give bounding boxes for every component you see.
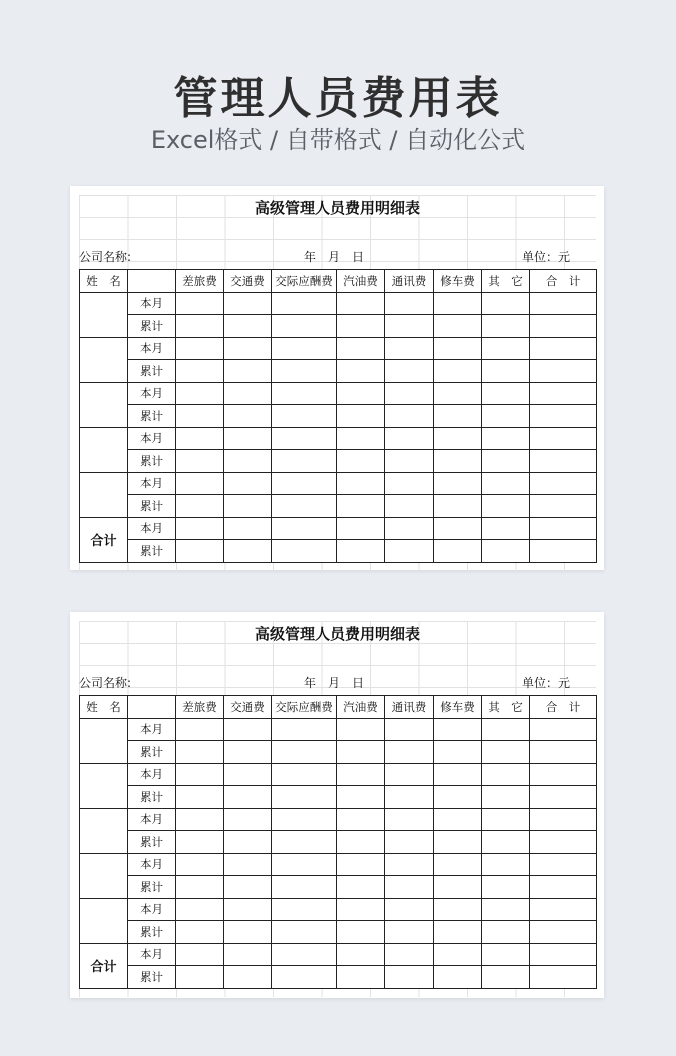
period-cell: 本月: [128, 853, 176, 876]
table-cell[interactable]: [385, 741, 434, 764]
table-cell[interactable]: [272, 337, 337, 360]
table-cell[interactable]: [385, 315, 434, 338]
table-cell[interactable]: [224, 898, 272, 921]
table-cell[interactable]: [434, 876, 482, 899]
col-travel-header: 差旅费: [176, 270, 224, 293]
col-transport-header: 交通费: [224, 270, 272, 293]
table-cell[interactable]: [530, 741, 597, 764]
table-row: [80, 898, 597, 921]
period-cell: 本月: [128, 808, 176, 831]
banner-title: 管理人员费用表: [173, 73, 503, 124]
total-row: [80, 966, 597, 989]
table-row: [80, 786, 597, 809]
table-cell[interactable]: [385, 337, 434, 360]
table-cell[interactable]: [337, 517, 385, 540]
table-cell[interactable]: [224, 786, 272, 809]
period-cell: 本月: [128, 292, 176, 315]
col-period-header: [128, 270, 176, 293]
table-cell[interactable]: [176, 472, 224, 495]
table-cell[interactable]: [434, 853, 482, 876]
total-row: [80, 517, 597, 540]
table-cell[interactable]: [272, 360, 337, 383]
table-row: [80, 405, 597, 428]
table-cell[interactable]: [272, 876, 337, 899]
table-cell[interactable]: [176, 292, 224, 315]
table-cell[interactable]: [176, 315, 224, 338]
table-cell[interactable]: [385, 427, 434, 450]
table-cell[interactable]: [434, 292, 482, 315]
table-cell[interactable]: [530, 966, 597, 989]
table-cell[interactable]: [482, 337, 530, 360]
table-cell[interactable]: [224, 495, 272, 518]
table-row: [80, 831, 597, 854]
table-cell[interactable]: [272, 898, 337, 921]
name-cell[interactable]: [80, 382, 128, 427]
table-cell[interactable]: [434, 763, 482, 786]
table-cell[interactable]: [530, 718, 597, 741]
table-cell[interactable]: [385, 898, 434, 921]
table-cell[interactable]: [385, 360, 434, 383]
col-total-header: 合 计: [530, 696, 597, 719]
period-cell: 累计: [128, 876, 176, 899]
table-cell[interactable]: [224, 450, 272, 473]
period-cell: 累计: [128, 966, 176, 989]
table-cell[interactable]: [272, 966, 337, 989]
table-cell[interactable]: [272, 517, 337, 540]
col-travel-header: 差旅费: [176, 696, 224, 719]
period-cell: 累计: [128, 741, 176, 764]
period-cell: 本月: [128, 943, 176, 966]
table-cell[interactable]: [482, 966, 530, 989]
table-cell[interactable]: [434, 382, 482, 405]
total-label: 合计: [80, 517, 128, 562]
table-cell[interactable]: [224, 763, 272, 786]
table-cell[interactable]: [434, 741, 482, 764]
sheet-footer-grid: [79, 563, 596, 571]
table-cell[interactable]: [434, 337, 482, 360]
table-cell[interactable]: [385, 876, 434, 899]
table-row: [80, 718, 597, 741]
table-cell[interactable]: [337, 898, 385, 921]
table-cell[interactable]: [337, 831, 385, 854]
table-cell[interactable]: [176, 943, 224, 966]
table-cell[interactable]: [337, 921, 385, 944]
table-cell[interactable]: [337, 337, 385, 360]
table-cell[interactable]: [482, 831, 530, 854]
name-cell[interactable]: [80, 472, 128, 517]
table-cell[interactable]: [530, 943, 597, 966]
table-cell[interactable]: [272, 450, 337, 473]
table-cell[interactable]: [482, 943, 530, 966]
col-repair-header: 修车费: [434, 270, 482, 293]
table-cell[interactable]: [176, 786, 224, 809]
table-cell[interactable]: [224, 831, 272, 854]
table-cell[interactable]: [385, 763, 434, 786]
header-row: [80, 270, 597, 293]
table-cell[interactable]: [224, 966, 272, 989]
col-period-header: [128, 696, 176, 719]
table-cell[interactable]: [224, 405, 272, 428]
table-cell[interactable]: [434, 495, 482, 518]
table-cell[interactable]: [530, 540, 597, 563]
table-cell[interactable]: [337, 540, 385, 563]
table-cell[interactable]: [385, 808, 434, 831]
table-cell[interactable]: [272, 741, 337, 764]
table-cell[interactable]: [272, 831, 337, 854]
period-cell: 累计: [128, 450, 176, 473]
col-other-header: 其 它: [482, 696, 530, 719]
table-row: [80, 808, 597, 831]
expense-table: [79, 269, 597, 563]
table-cell[interactable]: [385, 382, 434, 405]
table-cell[interactable]: [224, 741, 272, 764]
name-cell[interactable]: [80, 853, 128, 898]
table-cell[interactable]: [530, 921, 597, 944]
period-cell: 累计: [128, 921, 176, 944]
sheet-header-grid: [79, 621, 596, 695]
period-cell: 本月: [128, 898, 176, 921]
col-transport-header: 交通费: [224, 696, 272, 719]
sheet-preview-2: [70, 612, 604, 998]
col-telecom-header: 通讯费: [385, 696, 434, 719]
table-row: [80, 921, 597, 944]
table-cell[interactable]: [337, 382, 385, 405]
sheet-footer-grid: [79, 989, 596, 997]
table-row: [80, 853, 597, 876]
table-cell[interactable]: [337, 853, 385, 876]
table-cell[interactable]: [385, 472, 434, 495]
table-row: [80, 495, 597, 518]
table-cell[interactable]: [530, 517, 597, 540]
table-cell[interactable]: [176, 495, 224, 518]
name-cell[interactable]: [80, 292, 128, 337]
period-cell: 本月: [128, 382, 176, 405]
table-cell[interactable]: [482, 382, 530, 405]
table-cell[interactable]: [434, 898, 482, 921]
table-cell[interactable]: [337, 427, 385, 450]
table-cell[interactable]: [434, 405, 482, 428]
table-cell[interactable]: [385, 292, 434, 315]
table-cell[interactable]: [176, 853, 224, 876]
table-cell[interactable]: [272, 472, 337, 495]
table-cell[interactable]: [530, 898, 597, 921]
table-cell[interactable]: [482, 450, 530, 473]
table-cell[interactable]: [224, 337, 272, 360]
sheet-header-grid: [79, 195, 596, 269]
table-cell[interactable]: [530, 786, 597, 809]
table-cell[interactable]: [176, 966, 224, 989]
table-cell[interactable]: [482, 718, 530, 741]
unit-label: 单位：元: [521, 676, 570, 690]
name-cell[interactable]: [80, 898, 128, 943]
period-cell: 本月: [128, 517, 176, 540]
table-cell[interactable]: [224, 517, 272, 540]
table-cell[interactable]: [482, 495, 530, 518]
table-cell[interactable]: [530, 337, 597, 360]
sheet-title: 高级管理人员费用明细表: [254, 625, 420, 643]
table-row: [80, 337, 597, 360]
table-row: [80, 741, 597, 764]
table-cell[interactable]: [337, 450, 385, 473]
col-fuel-header: 汽油费: [337, 270, 385, 293]
table-cell[interactable]: [337, 808, 385, 831]
table-cell[interactable]: [434, 943, 482, 966]
table-cell[interactable]: [530, 472, 597, 495]
col-total-header: 合 计: [530, 270, 597, 293]
table-cell[interactable]: [482, 808, 530, 831]
sheet-preview-1: [70, 186, 604, 570]
table-cell[interactable]: [482, 472, 530, 495]
table-cell[interactable]: [272, 495, 337, 518]
table-cell[interactable]: [272, 786, 337, 809]
table-cell[interactable]: [434, 921, 482, 944]
table-cell[interactable]: [434, 450, 482, 473]
table-cell[interactable]: [272, 315, 337, 338]
table-cell[interactable]: [337, 718, 385, 741]
table-cell[interactable]: [530, 360, 597, 383]
date-label: 年 月 日: [304, 250, 365, 264]
table-cell[interactable]: [176, 808, 224, 831]
table-cell[interactable]: [434, 786, 482, 809]
table-cell[interactable]: [530, 292, 597, 315]
table-cell[interactable]: [224, 315, 272, 338]
name-cell[interactable]: [80, 718, 128, 763]
period-cell: 本月: [128, 337, 176, 360]
total-label: 合计: [80, 943, 128, 988]
table-row: [80, 382, 597, 405]
table-cell[interactable]: [337, 315, 385, 338]
header-row: [80, 696, 597, 719]
total-row: [80, 943, 597, 966]
period-cell: 累计: [128, 540, 176, 563]
table-cell[interactable]: [385, 517, 434, 540]
company-label: 公司名称:: [79, 250, 132, 264]
table-cell[interactable]: [176, 382, 224, 405]
table-cell[interactable]: [482, 540, 530, 563]
period-cell: 累计: [128, 405, 176, 428]
table-cell[interactable]: [272, 382, 337, 405]
table-cell[interactable]: [272, 943, 337, 966]
table-cell[interactable]: [434, 472, 482, 495]
table-cell[interactable]: [434, 315, 482, 338]
unit-label: 单位：元: [521, 250, 570, 264]
table-cell[interactable]: [176, 337, 224, 360]
period-cell: 本月: [128, 472, 176, 495]
table-cell[interactable]: [530, 831, 597, 854]
table-cell[interactable]: [385, 405, 434, 428]
table-cell[interactable]: [530, 763, 597, 786]
table-cell[interactable]: [482, 292, 530, 315]
col-name-header: 姓 名: [80, 696, 128, 719]
total-row: [80, 540, 597, 563]
table-cell[interactable]: [385, 718, 434, 741]
table-cell[interactable]: [176, 360, 224, 383]
table-cell[interactable]: [530, 382, 597, 405]
table-cell[interactable]: [337, 292, 385, 315]
table-cell[interactable]: [224, 718, 272, 741]
table-cell[interactable]: [224, 943, 272, 966]
period-cell: 本月: [128, 718, 176, 741]
name-cell[interactable]: [80, 808, 128, 853]
table-cell[interactable]: [530, 405, 597, 428]
table-cell[interactable]: [482, 741, 530, 764]
table-row: [80, 450, 597, 473]
table-cell[interactable]: [385, 450, 434, 473]
table-row: [80, 876, 597, 899]
period-cell: 累计: [128, 786, 176, 809]
table-cell[interactable]: [176, 450, 224, 473]
table-cell[interactable]: [272, 921, 337, 944]
table-cell[interactable]: [434, 360, 482, 383]
table-cell[interactable]: [272, 540, 337, 563]
col-repair-header: 修车费: [434, 696, 482, 719]
table-cell[interactable]: [482, 853, 530, 876]
period-cell: 本月: [128, 763, 176, 786]
table-cell[interactable]: [434, 831, 482, 854]
table-row: [80, 472, 597, 495]
table-cell[interactable]: [385, 786, 434, 809]
table-cell[interactable]: [482, 315, 530, 338]
table-cell[interactable]: [482, 786, 530, 809]
table-cell[interactable]: [272, 427, 337, 450]
table-cell[interactable]: [434, 808, 482, 831]
sheet-title: 高级管理人员费用明细表: [254, 199, 420, 217]
table-row: [80, 292, 597, 315]
period-cell: 累计: [128, 831, 176, 854]
table-cell[interactable]: [482, 921, 530, 944]
table-cell[interactable]: [224, 292, 272, 315]
table-cell[interactable]: [272, 853, 337, 876]
table-cell[interactable]: [530, 450, 597, 473]
table-cell[interactable]: [224, 853, 272, 876]
table-cell[interactable]: [385, 495, 434, 518]
table-cell[interactable]: [272, 405, 337, 428]
table-cell[interactable]: [224, 876, 272, 899]
table-cell[interactable]: [482, 360, 530, 383]
table-cell[interactable]: [530, 315, 597, 338]
table-cell[interactable]: [337, 472, 385, 495]
name-cell[interactable]: [80, 763, 128, 808]
expense-sheet: [79, 621, 596, 997]
table-cell[interactable]: [224, 472, 272, 495]
table-cell[interactable]: [385, 921, 434, 944]
table-cell[interactable]: [224, 427, 272, 450]
table-cell[interactable]: [530, 495, 597, 518]
table-cell[interactable]: [176, 876, 224, 899]
expense-sheet: [79, 195, 596, 571]
table-cell[interactable]: [530, 427, 597, 450]
date-label: 年 月 日: [304, 676, 365, 690]
expense-table: [79, 695, 597, 989]
col-entertainment-header: 交际应酬费: [272, 696, 337, 719]
table-cell[interactable]: [434, 517, 482, 540]
table-cell[interactable]: [224, 540, 272, 563]
table-cell[interactable]: [224, 921, 272, 944]
col-entertainment-header: 交际应酬费: [272, 270, 337, 293]
table-cell[interactable]: [224, 382, 272, 405]
table-cell[interactable]: [482, 898, 530, 921]
table-cell[interactable]: [482, 517, 530, 540]
table-cell[interactable]: [337, 741, 385, 764]
name-cell[interactable]: [80, 427, 128, 472]
table-cell[interactable]: [176, 921, 224, 944]
col-telecom-header: 通讯费: [385, 270, 434, 293]
table-cell[interactable]: [272, 718, 337, 741]
table-cell[interactable]: [482, 427, 530, 450]
table-cell[interactable]: [176, 763, 224, 786]
table-cell[interactable]: [337, 405, 385, 428]
table-cell[interactable]: [337, 495, 385, 518]
table-cell[interactable]: [434, 427, 482, 450]
table-cell[interactable]: [530, 876, 597, 899]
table-cell[interactable]: [176, 517, 224, 540]
table-cell[interactable]: [337, 966, 385, 989]
table-row: [80, 360, 597, 383]
table-cell[interactable]: [337, 786, 385, 809]
table-cell[interactable]: [385, 831, 434, 854]
table-cell[interactable]: [385, 966, 434, 989]
table-cell[interactable]: [176, 540, 224, 563]
table-cell[interactable]: [337, 943, 385, 966]
table-cell[interactable]: [176, 741, 224, 764]
table-row: [80, 427, 597, 450]
table-cell[interactable]: [176, 898, 224, 921]
table-cell[interactable]: [272, 763, 337, 786]
table-cell[interactable]: [482, 876, 530, 899]
table-cell[interactable]: [176, 718, 224, 741]
col-other-header: 其 它: [482, 270, 530, 293]
name-cell[interactable]: [80, 337, 128, 382]
table-cell[interactable]: [530, 808, 597, 831]
table-cell[interactable]: [434, 966, 482, 989]
table-cell[interactable]: [434, 540, 482, 563]
table-cell[interactable]: [224, 360, 272, 383]
table-cell[interactable]: [337, 360, 385, 383]
table-row: [80, 763, 597, 786]
period-cell: 累计: [128, 495, 176, 518]
table-cell[interactable]: [176, 427, 224, 450]
table-cell[interactable]: [176, 831, 224, 854]
table-cell[interactable]: [272, 292, 337, 315]
table-cell[interactable]: [176, 405, 224, 428]
table-cell[interactable]: [337, 763, 385, 786]
table-cell[interactable]: [530, 853, 597, 876]
table-cell[interactable]: [385, 943, 434, 966]
banner-subtitle: Excel格式 / 自带格式 / 自动化公式: [150, 126, 526, 154]
table-row: [80, 315, 597, 338]
table-cell[interactable]: [337, 876, 385, 899]
table-cell[interactable]: [482, 763, 530, 786]
period-cell: 累计: [128, 315, 176, 338]
table-cell[interactable]: [434, 718, 482, 741]
table-cell[interactable]: [482, 405, 530, 428]
table-cell[interactable]: [385, 853, 434, 876]
table-cell[interactable]: [385, 540, 434, 563]
table-cell[interactable]: [224, 808, 272, 831]
col-name-header: 姓 名: [80, 270, 128, 293]
period-cell: 本月: [128, 427, 176, 450]
table-cell[interactable]: [272, 808, 337, 831]
period-cell: 累计: [128, 360, 176, 383]
col-fuel-header: 汽油费: [337, 696, 385, 719]
company-label: 公司名称:: [79, 676, 132, 690]
